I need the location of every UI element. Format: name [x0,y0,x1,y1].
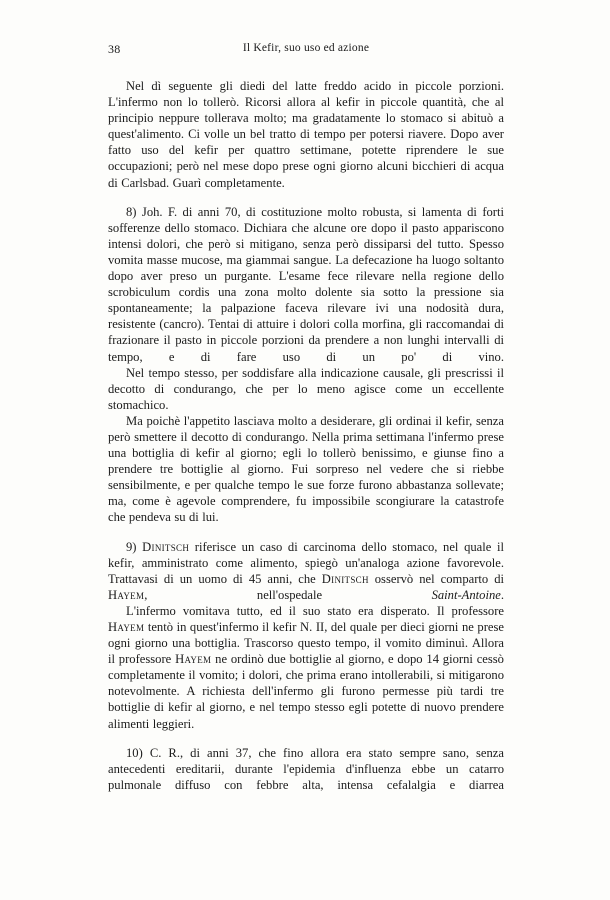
running-head [108,42,504,64]
paragraph: 9) Dinitsch riferisce un caso di carcinoma dello stomaco, nel quale il kefir, amministrato come alimento, spiegò un'analoga azione favorevole. Trattavasi di un uomo di 45 anni, che Dinitsch osservò nel comparto di Hayem, nell'ospedale Saint-Antoine. [108,539,504,602]
page-number: 38 [108,42,121,56]
body-text [108,78,504,793]
paragraph: Nel dì seguente gli diedi del latte freddo acido in piccole porzioni. L'infermo non lo tollerò. Ricorsi allora al kefir in piccole quantità, che al principio neppure tollerava molto; ma gradatamente lo stomaco si abituò a quest'alimento. Ci volle un bel tratto di tempo per potersi riavere. Dopo aver fatto uso del kefir per quattro settimane, potette riprendere le sue occupazioni; però nel mese dopo prese ogni giorno alcuni bicchieri di acqua di Carlsbad. Guarì completamente. [108,79,504,190]
paragraph: Nel tempo stesso, per soddisfare alla indicazione causale, gli prescrissi il decotto di condurango, che per lo meno agisce come un eccellente stomachico. [108,365,504,412]
page-content [108,42,504,793]
paragraph: 10) C. R., di anni 37, che fino allora era stato sempre sano, senza antecedenti ereditarii, durante l'epidemia d'influenza ebbe un catarro pulmonale diffuso con febbre alta, intensa cefalalgia e diarrea [108,745,504,792]
paragraph: L'infermo vomitava tutto, ed il suo stato era disperato. Il professore Hayem tentò in quest'infermo il kefir N. II, del quale per dieci giorni ne prese ogni giorno una bottiglia. Trascorso questo tempo, il vomito diminuì. Allora il professore Hayem ne ordinò due bottiglie al giorno, e dopo 14 giorni cessò completamente il vomito; i dolori, che prima erano intollerabili, si mitigarono notevolmente. A richiesta dell'infermo gli furono permesse più tardi tre bottiglie di kefir al giorno, e nel tempo stesso egli potette di nuovo prendere alimenti leggieri. [108,603,504,731]
paragraph: 8) Joh. F. di anni 70, di costituzione molto robusta, si lamenta di forti sofferenze dello stomaco. Dichiara che alcune ore dopo il pasto appariscono intensi dolori, che però si mitigano, senza però dissiparsi del tutto. Spesso vomita masse mucose, ma giammai sangue. La defecazione ha luogo soltanto dopo aver preso un purgante. L'esame fece rilevare nella regione dello scrobiculum cordis una zona molto dolente sia sotto la pressione sia spontaneamente; la palpazione faceva rilevare ivi una nodosità dura, resistente (cancro). Tentai di attuire i dolori colla morfina, gli raccomandai di frazionare il pasto in piccole porzioni da prendere a non lunghi intervalli di tempo, e di fare uso di un po' di vino. [108,204,504,364]
running-title: Il Kefir, suo uso ed azione [242,42,370,54]
paragraph: Ma poichè l'appetito lasciava molto a desiderare, gli ordinai il kefir, senza però smettere il decotto di condurango. Nella prima settimana l'infermo prese una bottiglia di kefir al giorno; egli lo tollerò benissimo, e giunse fino a prendere tre bottiglie al giorno. Fui sorpreso nel vedere che si riebbe sensibilmente, e per qualche tempo le sue forze furono abbastanza sollevate; ma, come è agevole comprendere, fu impossibile scongiurare la catastrofe che pendeva su di lui. [108,413,504,525]
